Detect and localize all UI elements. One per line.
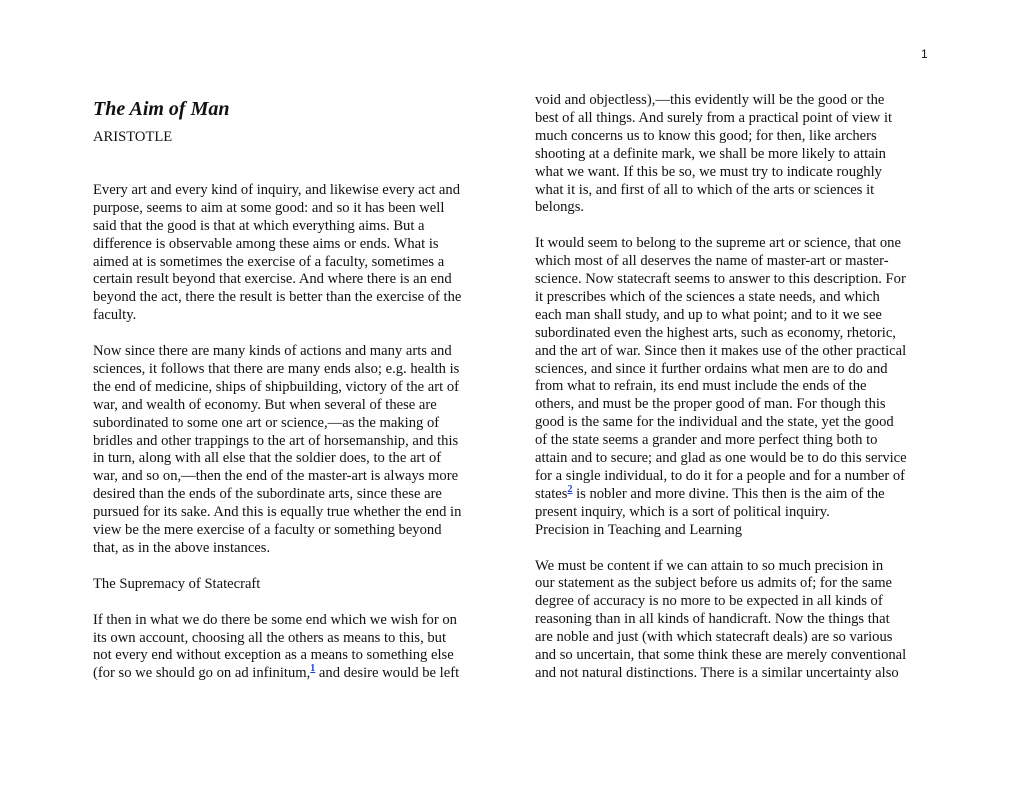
text-line: purpose, seems to aim at some good: and so it has been well xyxy=(93,199,445,216)
text-line: void and objectless),—this evidently will be the good or the xyxy=(535,92,885,108)
text-line: for a single individual, to do it for a people and for a number of xyxy=(535,468,906,485)
text-line: reasoning than in all kinds of handicraft. Now the things that xyxy=(535,611,890,628)
text-line: degree of accuracy is no more to be expected in all kinds of xyxy=(535,593,883,610)
text-line xyxy=(535,486,935,504)
text-line: in turn, along with all else that the soldier does, to the art of xyxy=(93,450,442,467)
left-column xyxy=(93,92,493,701)
text-line: faculty. xyxy=(93,307,137,324)
text-line: If then in what we do there be some end which we wish for on xyxy=(93,611,457,628)
document-title: The Aim of Man xyxy=(93,98,230,120)
text-line: of the state seems a grander and more perfect thing both to xyxy=(535,432,878,449)
text-line: that, as in the above instances. xyxy=(93,540,271,557)
text-line: and not natural distinctions. There is a similar uncertainty also xyxy=(535,664,899,681)
text-line: Now since there are many kinds of actions and many arts and xyxy=(93,343,452,360)
text-line: science. Now statecraft seems to answer to this description. For xyxy=(535,271,906,288)
author-name: ARISTOTLE xyxy=(93,129,173,145)
text-line: each man shall study, and up to what point; and to it we see xyxy=(535,306,882,323)
text-line: bridles and other trappings to the art of horsemanship, and this xyxy=(93,432,459,449)
text-line: aimed at is sometimes the exercise of a faculty, sometimes a xyxy=(93,253,445,270)
text-line: It would seem to belong to the supreme art or science, that one xyxy=(535,235,901,252)
text-line: its own account, choosing all the others as means to this, but xyxy=(93,629,447,646)
right-paragraph-2 xyxy=(535,235,935,522)
text-line: much concerns us to know this good; for then, like archers xyxy=(535,127,877,144)
right-column xyxy=(535,92,935,701)
footnote-link-1[interactable]: 1 xyxy=(310,663,316,675)
text-line: sciences, and since it further ordains what men are to do and xyxy=(535,360,888,377)
text-line: belongs. xyxy=(535,199,585,216)
text-line xyxy=(93,665,493,683)
text-line: our statement as the subject before us admits of; for the same xyxy=(535,575,893,592)
text-line: it prescribes which of the sciences a state needs, and which xyxy=(535,288,880,305)
text-line: the end of medicine, ships of shipbuilding, victory of the art of xyxy=(93,378,459,395)
text-line: from what to refrain, its end must include the ends of the xyxy=(535,378,867,395)
text-segment: is nobler and more divine. This then is the aim of the xyxy=(572,485,885,502)
text-line: which most of all deserves the name of master-art or master- xyxy=(535,253,889,270)
text-line: beyond the act, there the result is better than the exercise of the xyxy=(93,289,462,306)
left-paragraph-1 xyxy=(93,182,493,325)
text-line: are noble and just (with which statecraft deals) are so various xyxy=(535,629,893,646)
text-line: and so uncertain, that some think these are merely conventional xyxy=(535,647,907,664)
text-line: what it is, and first of all to which of the arts or sciences it xyxy=(535,181,875,198)
text-line: not every end without exception as a means to something else xyxy=(93,647,454,664)
text-line: and the art of war. Since then it makes use of the other practical xyxy=(535,342,907,359)
text-line: We must be content if we can attain to so much precision in xyxy=(535,557,884,574)
text-line: difference is observable among these aims or ends. What is xyxy=(93,235,439,252)
text-line: war, and so on,—then the end of the master-art is always more xyxy=(93,468,459,485)
text-line: Every art and every kind of inquiry, and likewise every act and xyxy=(93,181,461,198)
text-line: view be the mere exercise of a faculty or something beyond xyxy=(93,522,442,539)
text-line: best of all things. And surely from a practical point of view it xyxy=(535,109,893,126)
text-line: present inquiry, which is a sort of political inquiry. xyxy=(535,503,830,520)
text-line: what we want. If this be so, we must try to indicate roughly xyxy=(535,163,882,180)
text-line: shooting at a definite mark, we shall be more likely to attain xyxy=(535,145,886,162)
text-segment: and desire would be left xyxy=(315,665,460,682)
text-line: subordinated to some one art or science,—as the making of xyxy=(93,414,440,431)
text-line: subordinated even the highest arts, such as economy, rhetoric, xyxy=(535,324,896,341)
text-segment: states xyxy=(535,485,568,502)
footnote-link-2[interactable]: 2 xyxy=(567,484,573,496)
section-heading-statecraft: The Supremacy of Statecraft xyxy=(93,575,261,592)
text-line: sciences, it follows that there are many ends also; e.g. health is xyxy=(93,360,460,377)
text-line: attain and to secure; and glad as one would be to do this service xyxy=(535,450,907,467)
right-paragraph-1 xyxy=(535,92,935,217)
text-line: others, and must be the proper good of man. For though this xyxy=(535,396,886,413)
section-heading-precision: Precision in Teaching and Learning xyxy=(535,521,743,538)
right-paragraph-3 xyxy=(535,558,935,683)
left-paragraph-3 xyxy=(93,612,493,684)
text-segment: (for so we should go on ad infinitum, xyxy=(93,665,311,682)
text-line: certain result beyond that exercise. And where there is an end xyxy=(93,271,452,288)
text-line: desired than the ends of the subordinate arts, since these are xyxy=(93,486,442,503)
page-number: 1 xyxy=(921,47,928,61)
text-line: good is the same for the individual and the state, yet the good xyxy=(535,414,894,431)
left-paragraph-2 xyxy=(93,343,493,558)
text-line: war, and wealth of economy. But when several of these are xyxy=(93,396,437,413)
text-line: pursued for its sake. And this is equally true whether the end in xyxy=(93,504,462,521)
text-line: said that the good is that at which everything aims. But a xyxy=(93,217,425,234)
